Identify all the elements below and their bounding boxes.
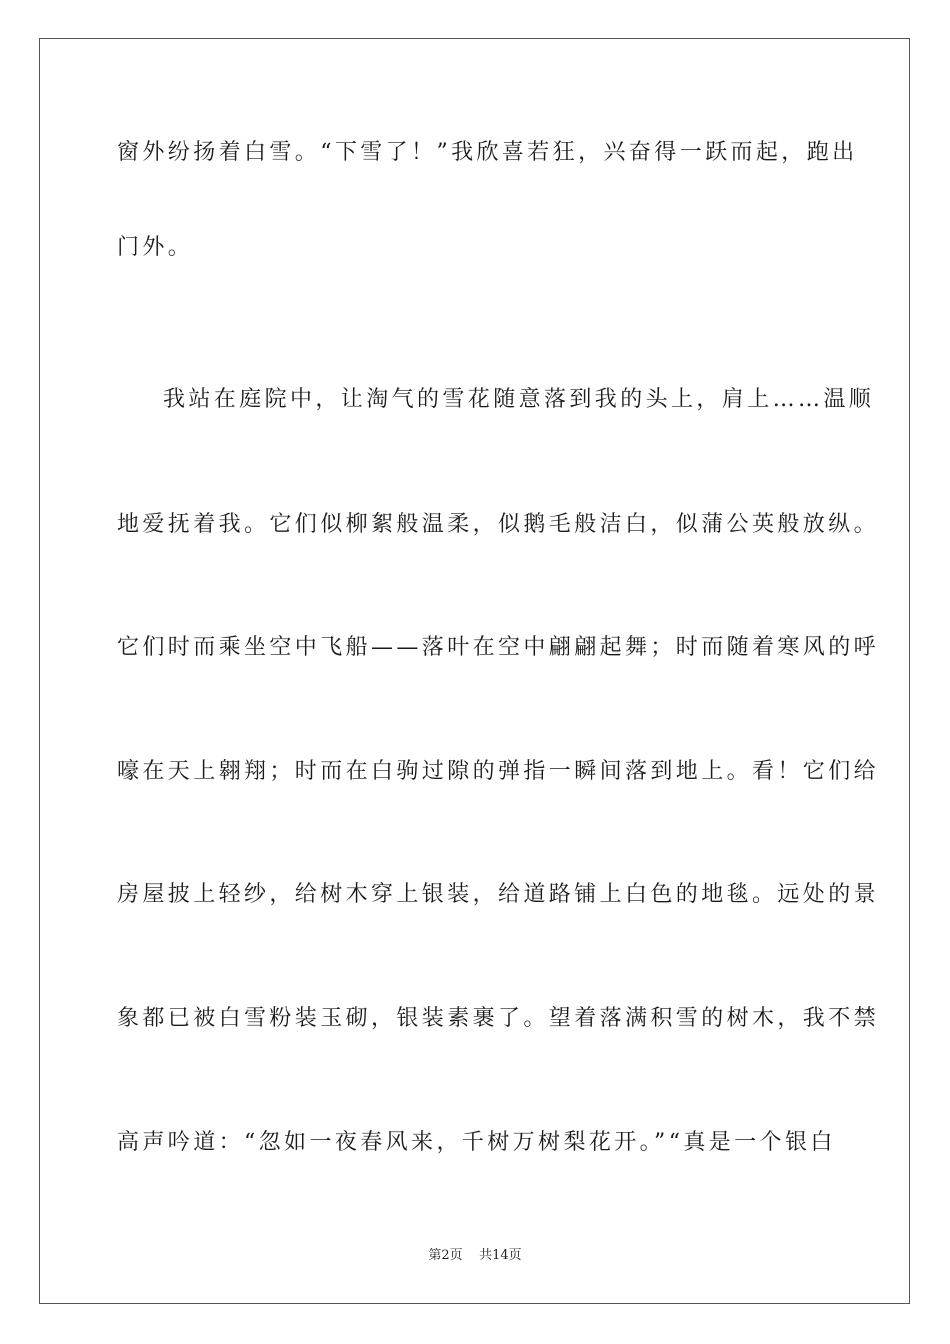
text-line-8: 象都已被白雪粉装玉砌，银装素裹了。望着落满积雪的树木，我不禁 [117, 1006, 880, 1031]
text-line-6: 嚎在天上翱翔；时而在白驹过隙的弹指一瞬间落到地上。看！它们给 [117, 759, 880, 784]
text-line-7: 房屋披上轻纱，给树木穿上银装，给道路铺上白色的地毯。远处的景 [117, 882, 880, 907]
page-number: 第2页 [428, 1248, 463, 1263]
text-line-3: 我站在庭院中，让淘气的雪花随意落到我的头上，肩上……温顺 [163, 387, 875, 412]
page-footer [0, 1246, 950, 1266]
text-line-5: 它们时而乘坐空中飞船——落叶在空中翩翩起舞；时而随着寒风的呼 [117, 635, 880, 660]
text-line-1: 窗外纷扬着白雪。“下雪了！”我欣喜若狂，兴奋得一跃而起，跑出 [117, 140, 858, 165]
text-line-4: 地爱抚着我。它们似柳絮般温柔，似鹅毛般洁白，似蒲公英般放纵。 [117, 512, 880, 537]
page-total: 共14页 [479, 1248, 522, 1263]
page-border [39, 38, 910, 1304]
text-line-2: 门外。 [117, 235, 194, 260]
text-line-9: 高声吟道：“忽如一夜春风来，千树万树梨花开。”“真是一个银白 [117, 1130, 836, 1155]
